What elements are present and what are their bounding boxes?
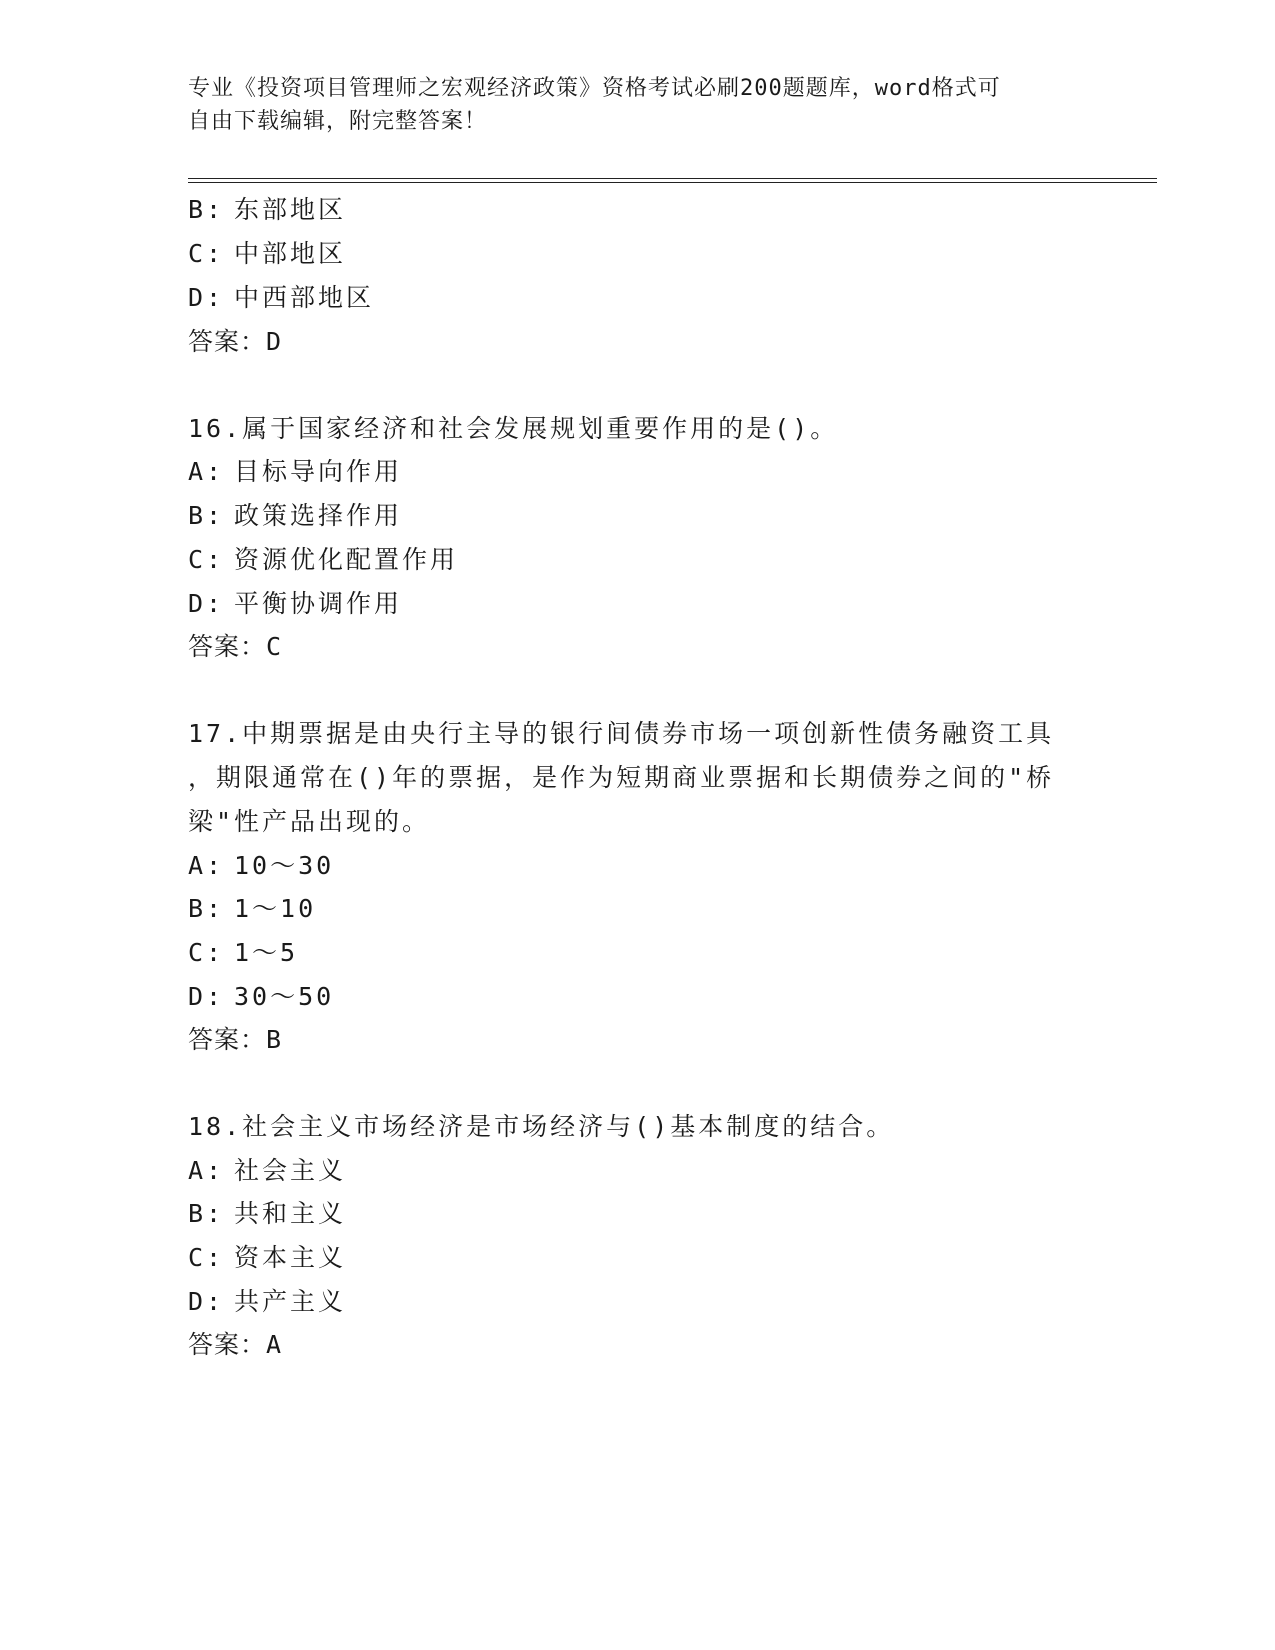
answer-value: C	[266, 632, 283, 661]
option-label: B:	[188, 195, 225, 224]
option-text: 政策选择作用	[234, 501, 403, 530]
option-b	[188, 496, 402, 532]
option-text: 中部地区	[234, 239, 347, 268]
option-d	[188, 1282, 346, 1318]
answer-label: 答案：	[188, 327, 267, 356]
answer-value: A	[266, 1330, 283, 1359]
option-text: 社会主义	[234, 1156, 347, 1185]
option-label: D:	[188, 1287, 225, 1316]
option-text: 共和主义	[234, 1199, 347, 1228]
option-text: 1～10	[234, 894, 317, 923]
option-text: 30～50	[234, 982, 335, 1011]
option-text: 中西部地区	[234, 283, 375, 312]
option-text: 平衡协调作用	[234, 589, 403, 618]
option-label: C:	[188, 239, 225, 268]
header-line-1: 专业《投资项目管理师之宏观经济政策》资格考试必刷200题题库，word格式可	[188, 76, 1001, 101]
option-b	[188, 1194, 346, 1230]
option-c	[188, 540, 458, 576]
option-text: 东部地区	[234, 195, 347, 224]
header-divider	[188, 178, 1157, 183]
option-d	[188, 584, 402, 620]
question-16-stem: 16.属于国家经济和社会发展规划重要作用的是()。	[188, 414, 839, 443]
option-c	[188, 1238, 346, 1274]
option-label: B:	[188, 894, 225, 923]
option-a	[188, 452, 402, 488]
option-label: A:	[188, 457, 225, 486]
option-label: D:	[188, 982, 225, 1011]
document-header	[188, 72, 1068, 138]
option-label: B:	[188, 501, 225, 530]
option-a	[188, 1151, 346, 1187]
option-label: A:	[188, 851, 225, 880]
answer-value: B	[266, 1025, 283, 1054]
answer-label: 答案：	[188, 1330, 267, 1359]
option-text: 资本主义	[234, 1243, 347, 1272]
option-d	[188, 278, 374, 314]
option-c	[188, 234, 346, 270]
option-text: 共产主义	[234, 1287, 347, 1316]
option-text: 目标导向作用	[234, 457, 403, 486]
question-17-stem-line-2: ，期限通常在()年的票据，是作为短期商业票据和长期债券之间的"桥	[188, 763, 1055, 792]
option-a	[188, 846, 334, 882]
question-17-stem-line-1: 17.中期票据是由央行主导的银行间债券市场一项创新性债务融资工具	[188, 719, 1055, 748]
option-label: B:	[188, 1199, 225, 1228]
option-c	[188, 933, 298, 969]
answer-label: 答案：	[188, 1025, 267, 1054]
option-b	[188, 889, 316, 925]
option-label: C:	[188, 1243, 225, 1272]
option-b	[188, 190, 346, 226]
option-label: A:	[188, 1156, 225, 1185]
question-17-stem-line-3: 梁"性产品出现的。	[188, 807, 431, 836]
option-label: C:	[188, 938, 225, 967]
option-label: D:	[188, 589, 225, 618]
answer-line	[188, 322, 282, 358]
option-label: D:	[188, 283, 225, 312]
question-18-stem: 18.社会主义市场经济是市场经济与()基本制度的结合。	[188, 1112, 895, 1141]
option-text: 10～30	[234, 851, 335, 880]
option-label: C:	[188, 545, 225, 574]
answer-line	[188, 627, 282, 663]
option-text: 资源优化配置作用	[234, 545, 459, 574]
header-line-2: 自由下载编辑，附完整答案！	[188, 109, 488, 134]
answer-label: 答案：	[188, 632, 267, 661]
answer-value: D	[266, 327, 283, 356]
option-text: 1～5	[234, 938, 299, 967]
answer-line	[188, 1020, 282, 1056]
option-d	[188, 977, 334, 1013]
answer-line	[188, 1325, 282, 1361]
